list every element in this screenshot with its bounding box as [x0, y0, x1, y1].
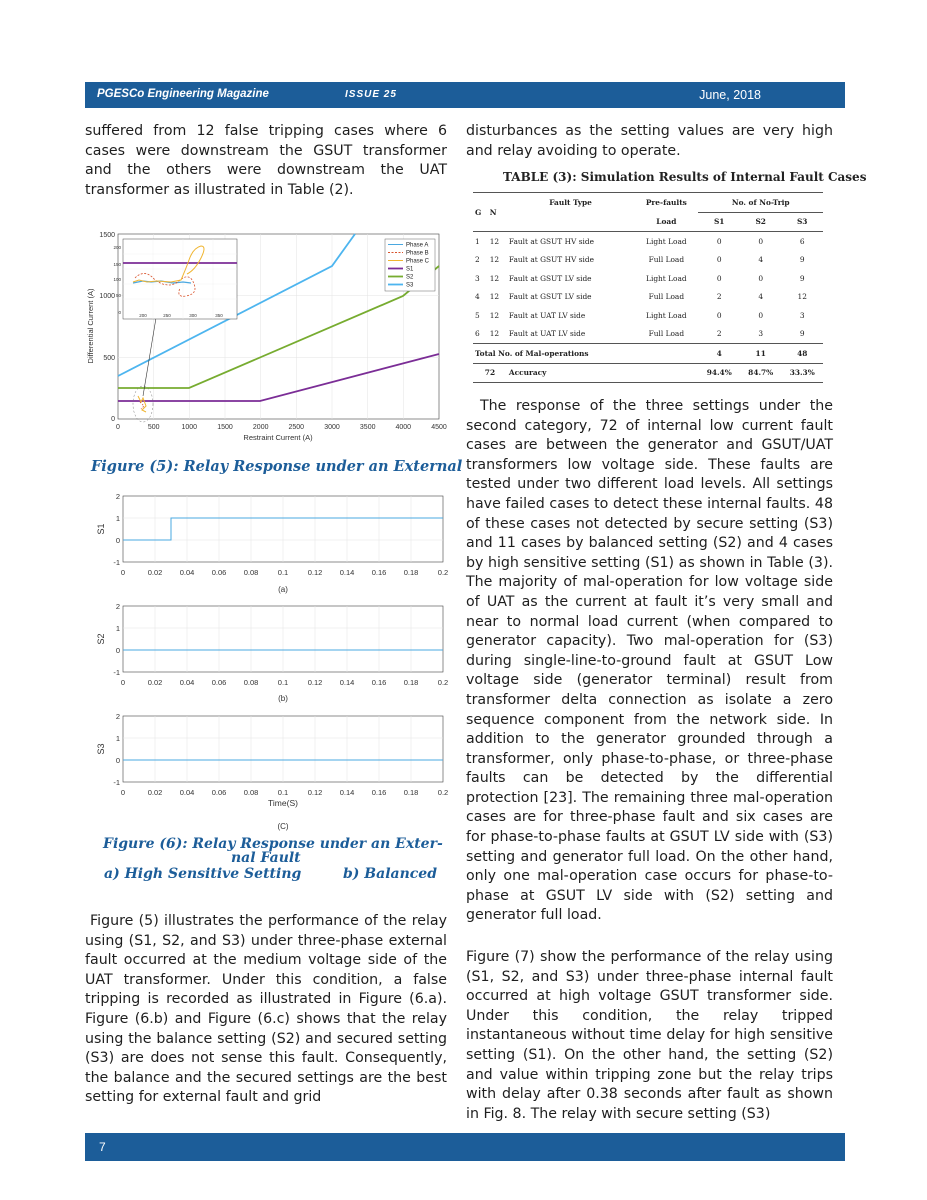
panel-a-ylabel: S1	[96, 523, 106, 535]
table-row: 3 12 Fault at GSUT LV side Light Load 0 0 9	[475, 273, 805, 283]
xtick: 0.02	[147, 678, 163, 687]
xtick: 0.2	[437, 788, 449, 797]
ytick: 2	[115, 602, 120, 611]
x-axis-label: Time(S)	[268, 798, 298, 808]
ytick: 0	[111, 416, 115, 423]
xtick: 0.08	[243, 678, 259, 687]
xtick: 2000	[252, 424, 269, 431]
inset-ytick: 100	[113, 277, 121, 282]
xtick: 3500	[359, 424, 376, 431]
inset-ytick: 200	[113, 245, 121, 250]
table-row: 2 12 Fault at GSUT HV side Full Load 0 4 9	[475, 255, 805, 265]
issue-label: ISSUE 25	[345, 89, 397, 100]
ytick: 1000	[99, 293, 115, 300]
xtick: 0.08	[243, 788, 259, 797]
x-axis-label: Restraint Current (A)	[243, 433, 313, 442]
panel-c-label: (C)	[277, 822, 289, 831]
table-accuracy-row: 72 Accuracy 94.4% 84.7% 33.3%	[473, 363, 823, 383]
panel-s3	[96, 712, 448, 831]
col-n: N	[489, 207, 497, 217]
inset-xtick: 250	[163, 313, 171, 318]
table-row: 5 12 Fault at UAT LV side Light Load 0 0 3	[475, 310, 805, 320]
col-s3: S3	[796, 217, 808, 227]
page-footer	[85, 1133, 845, 1161]
col-load: Load	[656, 217, 677, 226]
figure-6-caption-line1: Figure (6): Relay Response under an Exter-	[103, 836, 443, 852]
inset-xtick: 300	[189, 313, 197, 318]
ytick: -1	[113, 558, 120, 567]
xtick: 0.16	[371, 678, 387, 687]
ytick: 2	[115, 712, 120, 721]
page-header	[85, 82, 845, 108]
legend-phase-c: Phase C	[406, 258, 430, 265]
ytick: 1	[115, 624, 120, 633]
table-row: 4 12 Fault at GSUT LV side Full Load 2 4 12	[475, 292, 807, 302]
table-row: 1 12 Fault at GSUT HV side Light Load 0 0 6	[475, 236, 805, 246]
table-3	[473, 192, 823, 383]
inset-xtick: 200	[139, 313, 147, 318]
ytick: 0	[115, 536, 120, 545]
col-s1: S1	[713, 217, 725, 227]
table-total-row: Total No. of Mal-operations 4 11 48	[473, 344, 823, 364]
xtick: 4500	[431, 424, 447, 431]
inset-ytick: 150	[113, 262, 121, 267]
xtick: 0.12	[307, 678, 323, 687]
right-paragraph-2: The response of the three settings under the second category, 72 of internal low current fault cases are between the generator and GSUT/UAT transformers low voltage side. These faults are tested under two different load levels. All settings have failed cases to detect these internal faults. 48 of these cases not detected by secure setting (S3) and 11 cases by balanced setting (S2) and 4 cases by high sensitive setting (S1) as shown in Table (3). The majority of mal-operation for low voltage side of UAT as the current at fault it’s very small and near to normal load current (when compared to generator capacity). Two mal-operation for (S3) during single-line-to-ground fault at GSUT Low voltage side (generator terminal) result from transformer delta connection as isolate a zero sequence component from the network side. In addition to the generator grounded through a transformer, only phase-to-phase, or three-phase faults can be detected by the differential protection [23]. The remaining three mal-operation cases are for three-phase fault and six cases are for phase-to-phase faults at GSUT LV side with (S3) setting and generator full load. On the other hand, only one mal-operation case occurs for phase-to-phase at GSUT LV side with (S2) setting and generator full load.	[466, 398, 833, 924]
xtick: 0.14	[339, 568, 355, 577]
xtick: 0.16	[371, 788, 387, 797]
inset-ytick: 50	[115, 293, 121, 298]
xtick: 3000	[324, 424, 340, 431]
figure-6-chart	[85, 488, 455, 836]
panel-c-ylabel: S3	[96, 743, 106, 755]
xtick: 0.02	[147, 568, 163, 577]
figure-5-chart	[85, 226, 453, 448]
ytick: 0	[115, 756, 120, 765]
xtick: 0.1	[277, 568, 289, 577]
panel-b-ylabel: S2	[96, 633, 106, 645]
table-3-title: TABLE (3): Simulation Results of Internal Fault Cases	[503, 170, 867, 184]
legend-phase-b: Phase B	[406, 250, 429, 257]
right-paragraph-1: disturbances as the setting values are very high and relay avoiding to operate.	[466, 123, 833, 159]
col-g: G	[475, 207, 482, 217]
xtick: 0.08	[243, 568, 259, 577]
table-row: 6 12 Fault at UAT LV side Full Load 2 3 9	[475, 329, 805, 339]
xtick: 0.2	[437, 678, 449, 687]
xtick: 0.18	[403, 568, 419, 577]
xtick: 1500	[217, 424, 233, 431]
xtick: 0	[120, 788, 126, 797]
ytick: 500	[103, 355, 115, 362]
xtick: 0.1	[277, 788, 289, 797]
right-paragraph-3: Figure (7) show the performance of the relay using (S1, S2, and S3) under three-phase internal fault occurred at high voltage GSUT transformer side. Under this condition, the relay tripped instantaneous without time delay for high sensitive setting (S1). On the other hand, the setting (S2) and value within tripping zone but the relay trips with delay after 0.38 seconds after fault as shown in Fig. 8. The relay with secure setting (S3)	[466, 949, 833, 1122]
col-fault-type: Fault Type	[549, 198, 592, 207]
page-number: 7	[99, 1140, 106, 1154]
legend-s3: S3	[406, 282, 414, 289]
xtick: 0	[120, 678, 126, 687]
y-axis-label: Differential Current (A)	[86, 288, 95, 364]
magazine-title: PGESCo Engineering Magazine	[97, 88, 269, 100]
panel-b-label: (b)	[278, 694, 288, 703]
ytick: 0	[115, 646, 120, 655]
col-s2: S2	[755, 217, 766, 227]
fig5-legend	[385, 239, 435, 291]
col-pre-faults: Pre-faults	[645, 198, 687, 207]
ytick: 1500	[99, 232, 115, 239]
figure-6-caption-b: b) Balanced	[343, 866, 437, 882]
xtick: 500	[147, 424, 160, 431]
xtick: 0.2	[437, 568, 449, 577]
ytick: 1	[115, 514, 120, 523]
panel-s1	[96, 492, 448, 594]
left-paragraph-2: Figure (5) illustrates the performance of the relay using (S1, S2, and S3) under three-phase external fault occurred at the medium voltage side of the UAT transformer. Under this condition, a false tripping is recorded as illustrated in Figure (6.a). Figure (6.b) and Figure (6.c) shows that the relay using the balance setting (S2) and secured setting (S3) are does not sense this fault. Consequently, the balance and the secured settings are the best setting for external fault and grid	[85, 913, 447, 1106]
xtick: 0.06	[211, 788, 227, 797]
figure-6-caption-line2: nal Fault	[231, 850, 301, 866]
xtick: 0.12	[307, 568, 323, 577]
xtick: 0.16	[371, 568, 387, 577]
xtick: 0.14	[339, 678, 355, 687]
xtick: 1000	[181, 424, 198, 431]
xtick: 0.04	[179, 678, 195, 687]
col-no-trip: No. of No-Trip	[698, 193, 823, 213]
inset-xtick: 350	[215, 313, 223, 318]
xtick: 0	[120, 568, 126, 577]
xtick: 0.06	[211, 678, 227, 687]
ytick: 2	[115, 492, 120, 501]
xtick: 0.18	[403, 678, 419, 687]
ytick: -1	[113, 778, 120, 787]
xtick: 0.18	[403, 788, 419, 797]
xtick: 4000	[395, 424, 412, 431]
xtick: 0.1	[277, 678, 289, 687]
legend-s2: S2	[406, 274, 414, 281]
panel-s2	[96, 602, 448, 703]
xtick: 0.06	[211, 568, 227, 577]
xtick: 0	[116, 424, 120, 431]
xtick: 0.04	[179, 568, 195, 577]
xtick: 2500	[288, 424, 305, 431]
ytick: -1	[113, 668, 120, 677]
left-paragraph-1: suffered from 12 false tripping cases where 6 cases were downstream the GSUT transformer and the others were downstream the UAT transformer as illustrated in Table (2).	[85, 123, 447, 198]
ytick: 1	[115, 734, 120, 743]
figure-6-caption-a: a) High Sensitive Setting	[104, 866, 302, 882]
xtick: 0.12	[307, 788, 323, 797]
xtick: 0.02	[147, 788, 163, 797]
legend-phase-a: Phase A	[406, 242, 429, 249]
panel-a-label: (a)	[278, 585, 288, 594]
xtick: 0.04	[179, 788, 195, 797]
inset-ytick: 0	[118, 310, 121, 315]
legend-s1: S1	[406, 266, 414, 273]
figure-5-caption: Figure (5): Relay Response under an External	[91, 458, 463, 475]
xtick: 0.14	[339, 788, 355, 797]
issue-date: June, 2018	[699, 88, 761, 102]
